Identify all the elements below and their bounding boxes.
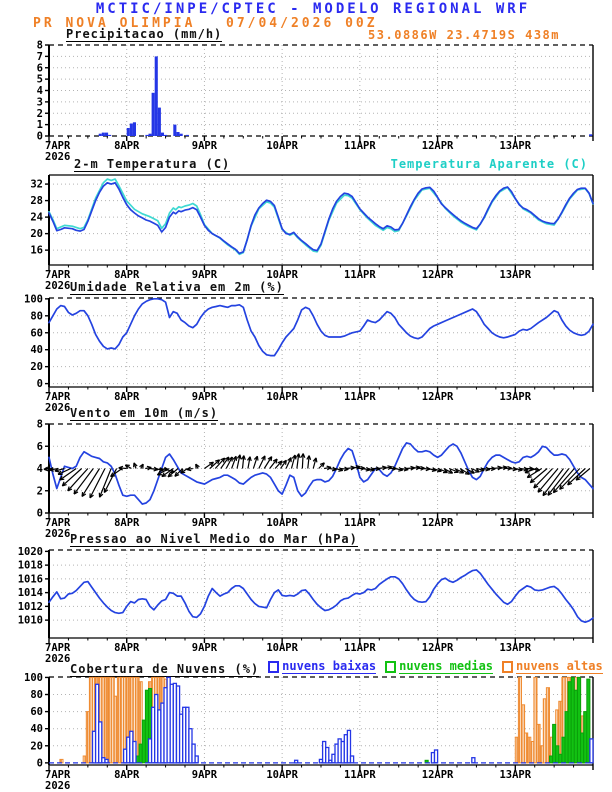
svg-text:8APR: 8APR: [114, 269, 140, 281]
svg-text:11APR: 11APR: [344, 642, 376, 654]
svg-text:7APR: 7APR: [45, 391, 71, 403]
svg-text:2026: 2026: [45, 780, 71, 792]
panel-title-humidity: Umidade Relativa em 2m (%): [70, 280, 284, 294]
panel-temperature: [30, 175, 593, 292]
svg-text:2026: 2026: [45, 653, 71, 665]
svg-text:6: 6: [36, 62, 43, 75]
svg-text:4: 4: [36, 85, 43, 97]
svg-text:24: 24: [30, 211, 43, 224]
svg-text:7APR: 7APR: [45, 769, 71, 781]
svg-text:80: 80: [30, 310, 43, 323]
svg-text:20: 20: [30, 740, 43, 753]
svg-text:32: 32: [30, 178, 43, 191]
svg-text:8APR: 8APR: [114, 140, 140, 152]
svg-text:100: 100: [24, 671, 43, 684]
svg-text:9APR: 9APR: [191, 269, 218, 281]
svg-text:10APR: 10APR: [266, 769, 298, 781]
svg-text:8APR: 8APR: [114, 769, 140, 781]
svg-text:8APR: 8APR: [114, 517, 140, 529]
svg-text:3: 3: [36, 96, 43, 109]
svg-text:10APR: 10APR: [266, 642, 298, 654]
svg-text:13APR: 13APR: [499, 517, 532, 529]
svg-text:2026: 2026: [45, 402, 71, 414]
panel-precipitation: [37, 40, 593, 164]
svg-text:1016: 1016: [17, 573, 43, 586]
run-datetime: 07/04/2026 00Z: [226, 16, 378, 31]
svg-text:12APR: 12APR: [421, 517, 454, 529]
svg-text:7APR: 7APR: [45, 140, 71, 152]
svg-text:2: 2: [36, 485, 43, 498]
svg-text:7APR: 7APR: [45, 269, 71, 281]
svg-text:10APR: 10APR: [266, 391, 298, 403]
svg-text:11APR: 11APR: [344, 517, 376, 529]
panel-pressure: [18, 546, 593, 665]
svg-text:4: 4: [36, 463, 43, 475]
svg-text:2: 2: [36, 107, 43, 120]
svg-text:9APR: 9APR: [191, 391, 218, 403]
svg-text:100: 100: [24, 293, 43, 306]
svg-text:12APR: 12APR: [421, 269, 454, 281]
svg-text:0: 0: [36, 757, 43, 770]
svg-text:5: 5: [36, 73, 43, 86]
model-title: MCTIC/INPE/CPTEC - MODELO REGIONAL WRF: [95, 1, 531, 17]
svg-text:10APR: 10APR: [266, 269, 298, 281]
panel-title-temperature: 2-m Temperatura (C): [74, 157, 231, 171]
svg-text:28: 28: [30, 195, 43, 208]
svg-text:9APR: 9APR: [191, 769, 218, 781]
svg-text:40: 40: [30, 344, 43, 357]
svg-text:80: 80: [30, 689, 43, 702]
svg-text:60: 60: [30, 327, 43, 340]
panel-clouds: [24, 672, 593, 792]
station-name: PR NOVA OLIMPIA: [33, 16, 196, 31]
svg-text:0: 0: [36, 507, 43, 520]
svg-text:6: 6: [36, 440, 43, 453]
svg-text:11APR: 11APR: [344, 140, 376, 152]
panel-title-clouds: Cobertura de Nuvens (%): [70, 661, 260, 676]
svg-text:11APR: 11APR: [344, 769, 376, 781]
svg-text:0: 0: [36, 130, 43, 143]
svg-text:1: 1: [36, 119, 43, 132]
svg-text:7APR: 7APR: [45, 517, 71, 529]
svg-text:8APR: 8APR: [114, 642, 140, 654]
panel-humidity: [24, 293, 593, 414]
svg-text:13APR: 13APR: [499, 391, 532, 403]
svg-text:1018: 1018: [17, 559, 43, 572]
svg-text:12APR: 12APR: [421, 140, 454, 152]
svg-text:11APR: 11APR: [344, 269, 376, 281]
svg-text:13APR: 13APR: [499, 642, 532, 654]
svg-text:9APR: 9APR: [191, 140, 218, 152]
svg-text:1012: 1012: [17, 600, 43, 613]
panel-title-wind: Vento em 10m (m/s): [70, 406, 219, 420]
svg-text:2026: 2026: [45, 151, 71, 163]
svg-text:13APR: 13APR: [499, 140, 532, 152]
svg-text:2026: 2026: [45, 280, 71, 292]
svg-text:7APR: 7APR: [45, 642, 71, 654]
svg-text:1010: 1010: [17, 614, 43, 627]
svg-text:60: 60: [30, 706, 43, 719]
svg-text:16: 16: [30, 244, 43, 257]
svg-text:0: 0: [36, 378, 43, 391]
svg-text:13APR: 13APR: [499, 769, 532, 781]
svg-text:10APR: 10APR: [266, 517, 298, 529]
svg-text:12APR: 12APR: [421, 642, 454, 654]
svg-text:13APR: 13APR: [499, 269, 532, 281]
svg-text:12APR: 12APR: [421, 391, 454, 403]
svg-text:11APR: 11APR: [344, 391, 376, 403]
svg-text:9APR: 9APR: [191, 517, 218, 529]
nuvens-baixas-label: nuvens baixas: [282, 659, 377, 673]
panel-title-pressure: Pressao ao Nivel Medio do Mar (hPa): [70, 532, 358, 546]
apparent-temperature-label: Temperatura Aparente (C): [390, 157, 588, 171]
panel-wind: [37, 419, 593, 541]
nuvens-altas-label: nuvens altas: [516, 659, 603, 673]
svg-text:9APR: 9APR: [191, 642, 218, 654]
svg-text:20: 20: [30, 361, 43, 374]
panel-title-precipitation: Precipitacao (mm/h): [66, 27, 223, 41]
station-coordinates: 53.0886W 23.4719S 438m: [368, 28, 560, 42]
svg-text:12APR: 12APR: [421, 769, 454, 781]
svg-text:8: 8: [36, 39, 43, 52]
svg-text:40: 40: [30, 723, 43, 736]
svg-text:10APR: 10APR: [266, 140, 298, 152]
svg-text:1020: 1020: [17, 545, 43, 558]
svg-text:8: 8: [36, 418, 43, 431]
svg-text:7: 7: [36, 50, 43, 63]
svg-text:20: 20: [30, 228, 43, 241]
nuvens-medias-label: nuvens medias: [399, 659, 494, 673]
svg-text:2026: 2026: [45, 528, 71, 540]
svg-text:8APR: 8APR: [114, 391, 140, 403]
svg-text:1014: 1014: [17, 587, 43, 600]
